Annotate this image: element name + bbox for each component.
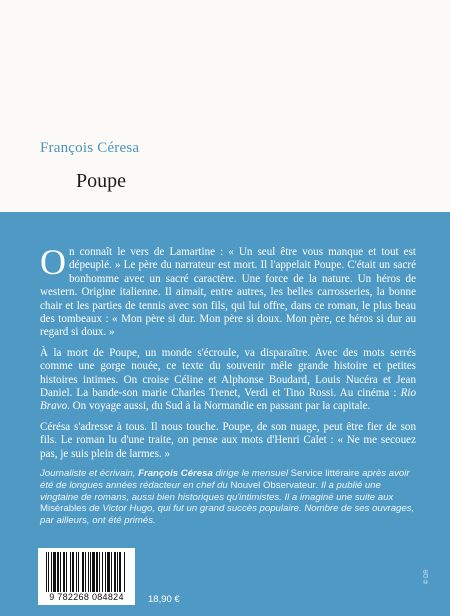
author-name: François Céresa [40, 140, 140, 156]
author-bio [40, 468, 420, 527]
bio-text-3: après avoir été de longues années rédacteur en chef du [40, 468, 410, 491]
price: 18,90 € [148, 594, 180, 605]
bio-text-1: Journaliste et écrivain, [40, 468, 136, 479]
barcode [38, 548, 135, 605]
barcode-bars [44, 552, 129, 592]
bio-text-2: dirige le mensuel [215, 468, 288, 479]
blurb-paragraph-3 [40, 421, 416, 461]
bio-author-name: François Céresa [138, 468, 213, 479]
blurb-paragraph-1-text: n connaît le vers de Lamartine : « Un seul être vous manque et tout est dépeuplé. » Le père du narrateur est mort. Il l'appelait Poupe. C'était un sacré bonhomme avec un sacré caractère. Une force de la nature. Un héros de western. Origine italienne. Il aimait, entre autres, les belles carrosseries, la bonne chair et les parties de tennis avec son fils, qui lui offre, dans ce roman, le plus beau des tombeaux : « Mon père si dur. Mon père si doux. Mon père, ce héros si dur au regard si doux. » [40, 246, 416, 339]
isbn-number: 9 782268 084824 [49, 592, 124, 602]
photo-credit: © DR [424, 569, 430, 584]
blurb-paragraph-2-text-a: À la mort de Poupe, un monde s'écroule, va disparaître. Avec des mots serrés comme une gorge nouée, ce texte du souvenir mêle grande histoire et petites histoires intimes. On croise Céline et Alphonse Boudard, Louis Nucéra et Jean Daniel. La bande-son marie Charles Trenet, Verdi et Tino Rossi. Au cinéma : [40, 346, 416, 400]
bio-text-5: de Victor Hugo, qui fut un grand succès populaire. Nombre de ses ouvrages, par ailleurs, ont été primés. [40, 503, 415, 527]
film-title: Rio Bravo [40, 387, 416, 413]
blurb-paragraph-2-text-b: . On voyage aussi, du Sud à la Normandie en passant par la capitale. [67, 400, 371, 413]
book-title: Poupe [76, 170, 126, 192]
bio-text-4: . Il a publié une vingtaine de romans, aussi bien historiques qu'intimistes. Il a imaginé une suite aux [40, 479, 394, 503]
bio-magazine: Service littéraire [290, 468, 360, 479]
blurb-paragraph-3-text: Cérésa s'adresse à tous. Il nous touche. Poupe, de son nuage, peut être fier de son fils. Le roman lu d'une traite, on pense aux mots d'Henri Calet : « Ne me secouez pas, je suis plein de larmes. » [40, 420, 416, 460]
cover-top-area [0, 0, 450, 212]
blurb-paragraph-1 [40, 242, 416, 340]
bio-novel-title: Misérables [40, 503, 87, 515]
blurb-paragraph-2 [40, 347, 416, 414]
blurb-text [40, 242, 416, 468]
drop-cap: O [40, 242, 66, 282]
bio-newspaper: Nouvel Observateur [230, 479, 316, 491]
